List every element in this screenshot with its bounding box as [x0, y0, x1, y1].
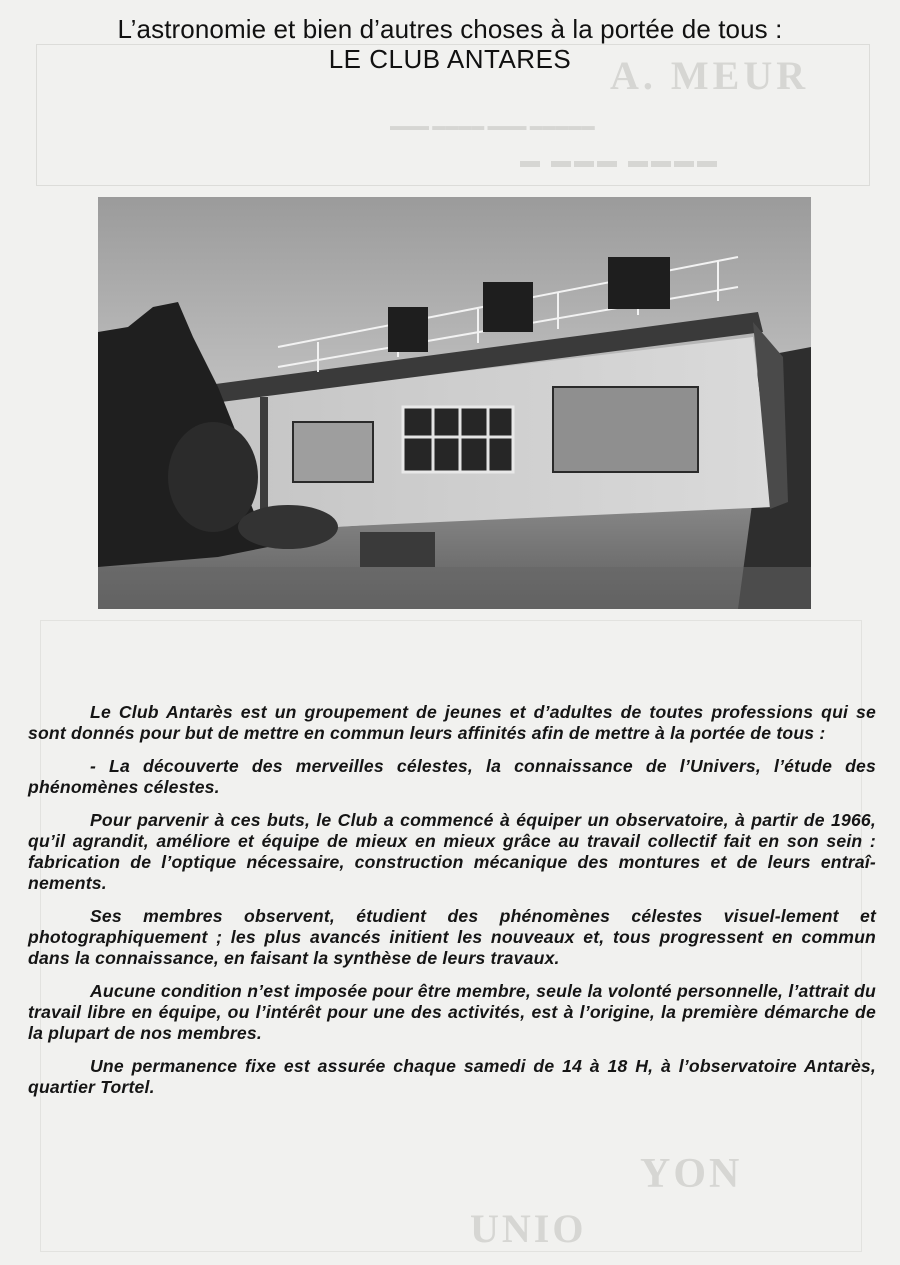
headline: L’astronomie et bien d’autres choses à la portée de tous : — [117, 14, 783, 44]
lawn — [98, 567, 811, 609]
paragraph-members: Ses membres observent, étudient des phénomènes célestes visuel-lement et photographiquement ; les plus avancés initient les nouveaux et, tous progressent en commun dans la connaissance, en faisant la synthèse de leurs travaux. — [28, 906, 876, 968]
bleed-through-text: ▬▬▬ ▬▬▬▬ ▬▬▬ ▬▬▬▬▬ — [390, 118, 595, 133]
paragraph-membership: Aucune condition n’est imposée pour être membre, seule la volonté personnelle, l’attrait du travail libre en équipe, ou l’intérêt pour une des activités, est à l’origine, la première démarche de la plupart de nos membres. — [28, 981, 876, 1043]
paragraph-hours: Une permanence fixe est assurée chaque samedi de 14 à 18 H, à l’observatoire Antarès, quartier Tortel. — [28, 1056, 876, 1097]
rooftop-hut — [388, 307, 428, 352]
shrub — [238, 505, 338, 549]
bleed-through-text: YON — [640, 1151, 743, 1197]
paragraph-goals: - La découverte des merveilles célestes, la connaissance de l’Univers, l’étude des phénomènes célestes. — [28, 756, 876, 797]
shuttered-window — [553, 387, 698, 472]
shuttered-window — [293, 422, 373, 482]
observatory-photo — [98, 197, 811, 609]
bleed-through-text: A. MEUR — [610, 53, 810, 98]
bleed-through-text: ▬ ▬▬▬ ▬▬▬▬ — [520, 150, 720, 172]
article-body — [28, 702, 876, 1110]
bleed-through-text: UNIO — [470, 1206, 587, 1251]
glazed-window — [403, 407, 513, 472]
paragraph-observatory: Pour parvenir à ces buts, le Club a commencé à équiper un observatoire, à partir de 1966, qu’il agrandit, améliore et équipe de mieux en mieux grâce au travail collectif fait en son sein : fabrication de l’optique nécessaire, construction mécanique des montures et de leurs entraî-nements. — [28, 810, 876, 893]
page-header — [0, 14, 900, 74]
paragraph-intro: Le Club Antarès est un groupement de jeunes et d’adultes de toutes professions qui se sont donnés pour but de mettre en commun leurs affinités afin de mettre à la portée de tous : — [28, 702, 876, 743]
observatory-photo-drawing — [98, 197, 811, 609]
rooftop-hut — [483, 282, 533, 332]
club-name-title: LE CLUB ANTARES — [328, 44, 572, 74]
shrub — [168, 422, 258, 532]
rooftop-hut — [608, 257, 670, 309]
garden-block — [360, 532, 435, 567]
